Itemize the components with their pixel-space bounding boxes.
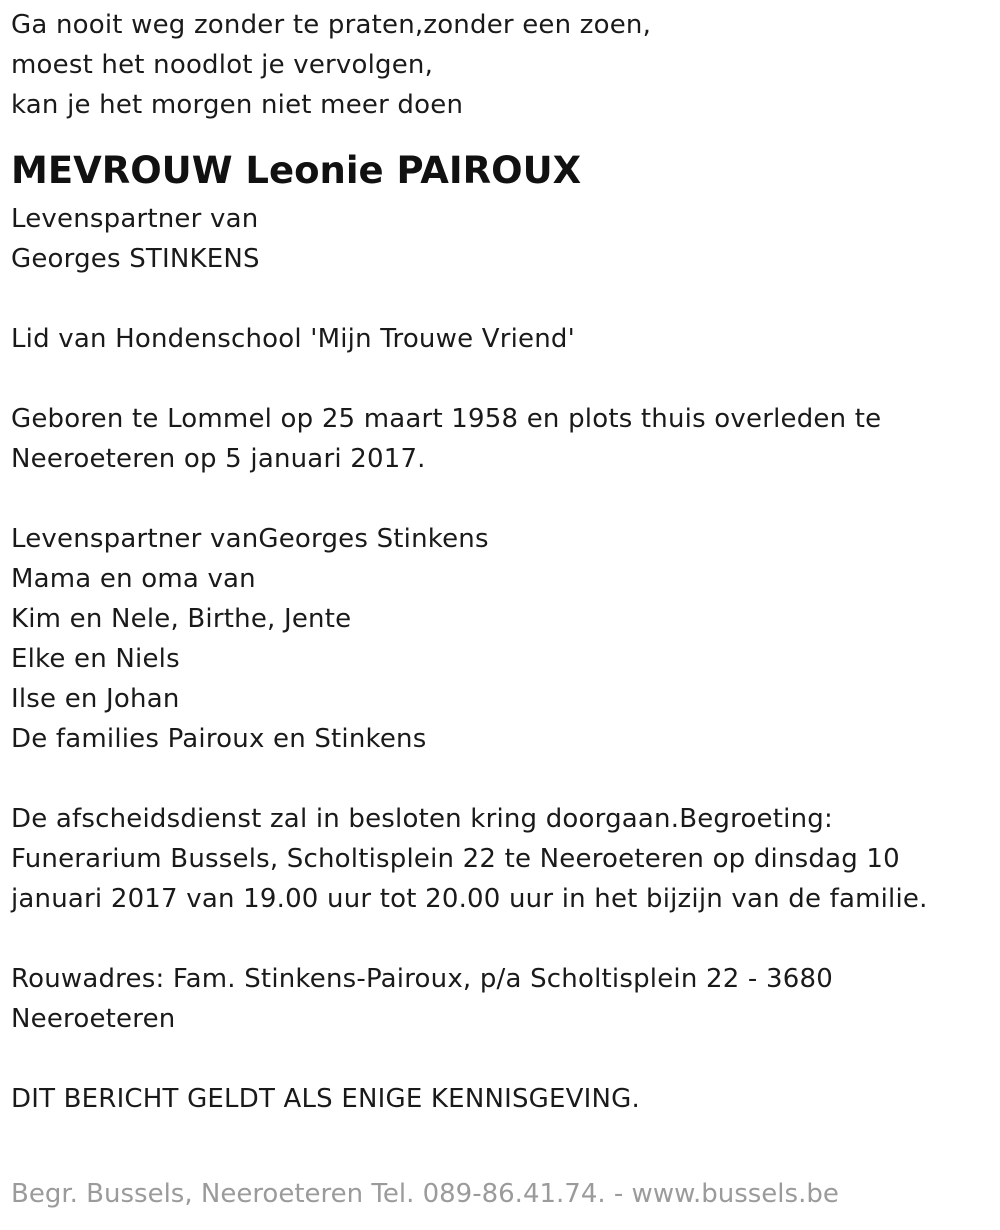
- mourning-address-block: [11, 959, 986, 1039]
- birth-death-block: [11, 399, 986, 479]
- family-line: Ilse en Johan: [11, 684, 180, 714]
- partner-line: Georges STINKENS: [11, 244, 260, 274]
- family-line: De families Pairoux en Stinkens: [11, 724, 427, 754]
- spacer: [11, 279, 986, 319]
- service-line: Funerarium Bussels, Scholtisplein 22 te Neeroeteren op dinsdag 10: [11, 844, 900, 874]
- partner-line: Levenspartner van: [11, 204, 259, 234]
- funeral-home-footer: Begr. Bussels, Neeroeteren Tel. 089-86.41.74. - www.bussels.be: [11, 1179, 839, 1209]
- service-block: [11, 799, 986, 919]
- deceased-name: MEVROUW Leonie PAIROUX: [11, 149, 582, 192]
- poem-line: kan je het morgen niet meer doen: [11, 90, 464, 120]
- obituary-notice: [11, 0, 986, 1119]
- spacer: [11, 759, 986, 799]
- partner-block: [11, 199, 986, 279]
- spacer: [11, 479, 986, 519]
- family-line: Kim en Nele, Birthe, Jente: [11, 604, 352, 634]
- family-block: [11, 519, 986, 759]
- spacer: [11, 359, 986, 399]
- poem-line: moest het noodlot je vervolgen,: [11, 50, 434, 80]
- mourning-address-line: Neeroeteren: [11, 1004, 176, 1034]
- service-line: De afscheidsdienst zal in besloten kring doorgaan.Begroeting:: [11, 804, 833, 834]
- birth-death-line: Geboren te Lommel op 25 maart 1958 en plots thuis overleden te: [11, 404, 882, 434]
- spacer: [11, 1039, 986, 1079]
- mourning-address-line: Rouwadres: Fam. Stinkens-Pairoux, p/a Scholtisplein 22 - 3680: [11, 964, 833, 994]
- family-line: Elke en Niels: [11, 644, 180, 674]
- service-line: januari 2017 van 19.00 uur tot 20.00 uur in het bijzijn van de familie.: [11, 884, 928, 914]
- notice-line: DIT BERICHT GELDT ALS ENIGE KENNISGEVING.: [11, 1084, 640, 1114]
- family-line: Mama en oma van: [11, 564, 256, 594]
- membership-line: Lid van Hondenschool 'Mijn Trouwe Vriend': [11, 324, 575, 354]
- family-line: Levenspartner vanGeorges Stinkens: [11, 524, 489, 554]
- birth-death-line: Neeroeteren op 5 januari 2017.: [11, 444, 426, 474]
- spacer: [11, 919, 986, 959]
- poem-line: Ga nooit weg zonder te praten,zonder een zoen,: [11, 10, 652, 40]
- poem: [11, 5, 986, 125]
